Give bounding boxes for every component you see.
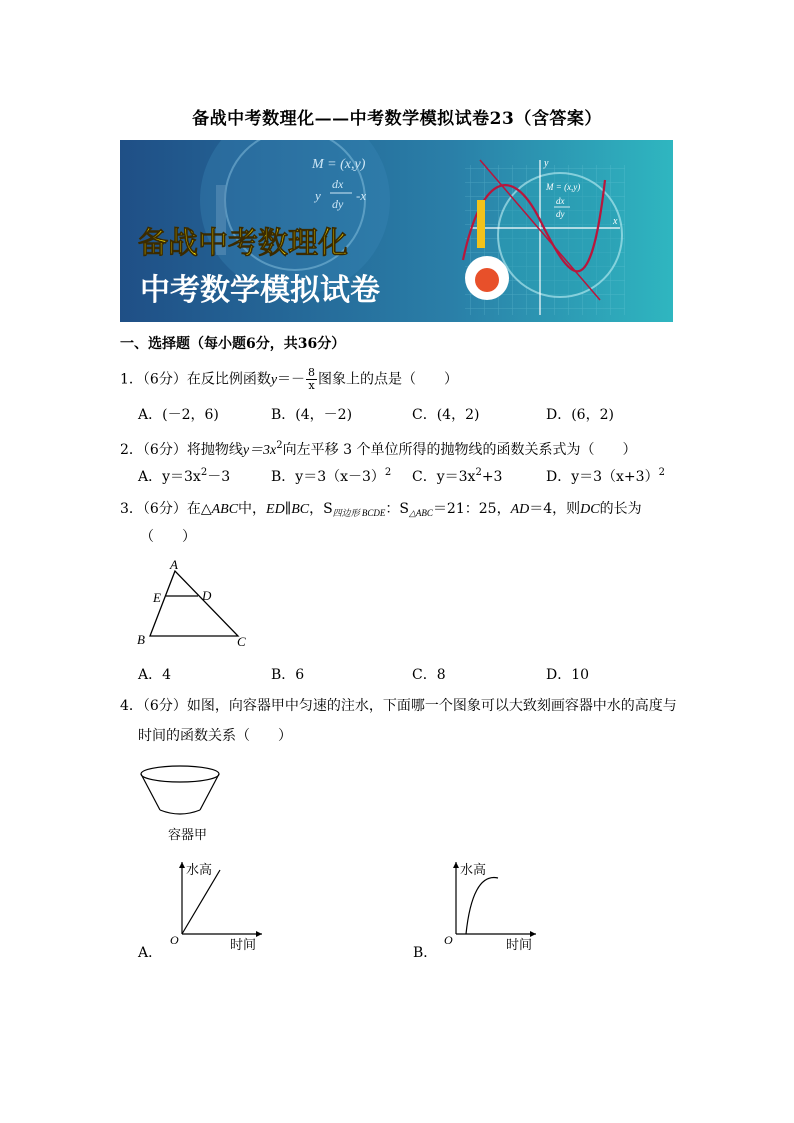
q3-label-a: A — [170, 557, 178, 572]
banner-formula-dx-small: dx — [556, 196, 565, 206]
q1-text-pre: 1．（6分）在反比例函数 — [120, 371, 271, 388]
q3-parallel: ∥ — [284, 501, 292, 517]
small-pencil-icon — [477, 200, 485, 248]
q4-option-a[interactable]: A． — [138, 945, 163, 961]
q4-graph-a-ylabel: 水高 — [186, 863, 213, 878]
q4-graph-a-line — [182, 870, 220, 934]
banner-formula-x: -x — [356, 188, 367, 203]
q3-mid3: ：S — [385, 501, 410, 517]
banner-formula-y: y — [315, 188, 321, 203]
banner-axis-x: x — [613, 216, 618, 227]
question-2 — [120, 436, 636, 461]
q3-mid5: ＝4，则 — [529, 501, 581, 517]
q2-d-sup: 2 — [658, 467, 665, 478]
q2-d-text: D．y＝3（x+3） — [546, 469, 659, 485]
q3-pre: 3．（6分）在△ — [120, 501, 212, 517]
banner-line2: 中考数学模拟试卷 — [140, 273, 380, 308]
section-heading: 一、选择题（每小题6分，共36分） — [120, 336, 346, 352]
q3-option-c[interactable]: C．8 — [412, 667, 446, 683]
q4-graph-b-ylabel: 水高 — [460, 863, 487, 878]
q1-denominator: x — [308, 379, 315, 392]
q2-option-d[interactable] — [546, 466, 665, 486]
q4-graph-b-origin: O — [444, 933, 453, 947]
q2-b-sup: 2 — [384, 467, 392, 478]
q3-triangle-figure — [130, 556, 260, 654]
q2-option-a[interactable] — [138, 466, 230, 486]
q3-abc: ABC — [211, 502, 239, 517]
q4-option-b[interactable]: B． — [413, 945, 438, 961]
q3-label-b: B — [137, 632, 145, 647]
banner-axis-y: y — [544, 158, 549, 169]
q4-graph-a-xlabel: 时间 — [230, 938, 257, 953]
q3-label-d: D — [202, 588, 212, 603]
banner-image — [120, 140, 673, 322]
q2-a-sup: 2 — [200, 467, 208, 478]
question-4-line2: 时间的函数关系（ ） — [138, 728, 292, 744]
apple-icon — [475, 268, 499, 292]
q1-option-b[interactable]: B．(4，－2) — [271, 407, 353, 423]
question-4-line1: 4．（6分）如图，向容器甲中匀速的注水，下面哪一个图象可以大致刻画容器中水的高度与 — [120, 698, 677, 714]
q3-dc: DC — [580, 502, 600, 517]
q2-b-text: B．y＝3（x－3） — [271, 469, 385, 485]
q4-graph-b-curve — [466, 878, 498, 934]
document-title: 备战中考数理化——中考数学模拟试卷23（含答案） — [192, 109, 602, 129]
q3-option-a[interactable]: A．4 — [138, 667, 172, 683]
q3-ad: AD — [510, 502, 530, 517]
q4-container-label: 容器甲 — [168, 828, 208, 843]
banner-formula-dx: dx — [332, 177, 344, 191]
banner-formula-dy-small: dy — [556, 209, 565, 219]
q2-a-text: A．y＝3x — [138, 469, 201, 485]
q3-bc: BC — [291, 502, 310, 517]
q3-option-b[interactable]: B．6 — [271, 667, 305, 683]
q2-sup: 2 — [276, 440, 283, 451]
q3-answer-paren: （ ） — [140, 529, 196, 545]
q3-mid1: 中， — [238, 501, 267, 517]
q2-option-c[interactable] — [412, 466, 502, 486]
q1-numerator: 8 — [308, 366, 316, 379]
q2-c-sup: 2 — [475, 467, 482, 478]
banner-formula-m-small: M = (x,y) — [546, 182, 581, 192]
q1-option-c[interactable]: C．(4，2) — [412, 407, 480, 423]
q1-option-d[interactable]: D．(6，2) — [546, 407, 614, 423]
q2-expr: y＝3x — [242, 443, 277, 458]
q1-fraction — [306, 367, 317, 392]
question-1 — [120, 367, 458, 392]
banner-graphic — [120, 140, 673, 322]
q4-container-figure — [138, 762, 228, 846]
q2-option-b[interactable] — [271, 466, 391, 486]
q2-text-post: 向左平移 3 个单位所得的抛物线的函数关系式为（ ） — [282, 442, 637, 458]
q3-option-d[interactable]: D．10 — [546, 667, 590, 683]
q1-text-post: 图象上的点是（ ） — [318, 371, 459, 388]
q3-sub2: △ABC — [409, 508, 433, 518]
q3-mid4: ＝21：25， — [432, 501, 511, 517]
q1-option-a[interactable]: A．(－2，6) — [138, 407, 219, 423]
q2-c-post: +3 — [481, 469, 503, 485]
q1-eq: ＝－ — [277, 371, 306, 388]
q3-label-c: C — [237, 634, 246, 649]
banner-formula-dy: dy — [332, 197, 344, 211]
q2-a-post: －3 — [207, 469, 231, 485]
q1-var-y: y — [270, 372, 278, 388]
q3-post: 的长为 — [599, 501, 642, 517]
banner-line1: 备战中考数理化 — [138, 226, 348, 261]
q4-graph-a-origin: O — [170, 933, 179, 947]
q4-graph-a — [162, 856, 272, 956]
q3-ed: ED — [266, 502, 285, 517]
q3-label-e: E — [153, 590, 161, 605]
q4-graph-b-xlabel: 时间 — [506, 938, 533, 953]
q3-mid2: ，S — [309, 501, 333, 517]
q2-c-text: C．y＝3x — [412, 469, 476, 485]
q2-text-pre: 2．（6分）将抛物线 — [120, 442, 243, 458]
banner-formula-m: M = (x,y) — [312, 157, 366, 172]
q3-sub1: 四边形 BCDE — [332, 508, 386, 518]
question-3 — [120, 499, 642, 523]
q4-graph-b — [436, 856, 546, 956]
